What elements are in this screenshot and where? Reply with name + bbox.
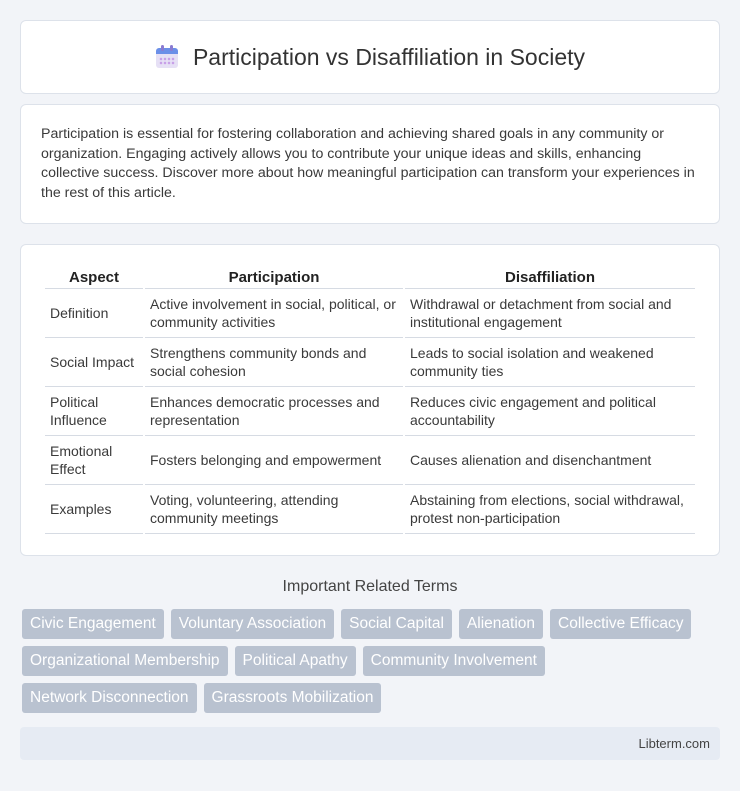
- table-row: [45, 485, 695, 534]
- related-terms-title: Important Related Terms: [282, 578, 458, 595]
- footer: [20, 727, 720, 760]
- cell-participation: Voting, volunteering, attending community meetings: [145, 485, 403, 534]
- header-aspect: Aspect: [45, 265, 143, 289]
- tag-network-disconnection[interactable]: Network Disconnection: [22, 683, 197, 713]
- tag-organizational-membership[interactable]: Organizational Membership: [22, 646, 228, 676]
- cell-aspect: Definition: [45, 289, 143, 338]
- table-row: [45, 289, 695, 338]
- cell-disaffiliation: Leads to social isolation and weakened community ties: [405, 338, 695, 387]
- comparison-table: [43, 265, 697, 534]
- cell-participation: Strengthens community bonds and social cohesion: [145, 338, 403, 387]
- calendar-icon: [155, 45, 179, 69]
- comparison-table-card: [20, 244, 720, 556]
- intro-text: Participation is essential for fostering collaboration and achieving shared goals in any community or organization. Engaging actively allows you to contribute your unique ideas and skills, enhancing collective success. Discover more about how meaningful participation can transform your experiences in the rest of this article.: [41, 126, 695, 201]
- cell-aspect: Political Influence: [45, 387, 143, 436]
- table-row: [45, 436, 695, 485]
- cell-participation: Active involvement in social, political, or community activities: [145, 289, 403, 338]
- cell-disaffiliation: Withdrawal or detachment from social and institutional engagement: [405, 289, 695, 338]
- tag-political-apathy[interactable]: Political Apathy: [235, 646, 356, 676]
- header-card: [20, 20, 720, 94]
- tag-voluntary-association[interactable]: Voluntary Association: [171, 609, 334, 639]
- cell-disaffiliation: Abstaining from elections, social withdrawal, protest non-participation: [405, 485, 695, 534]
- footer-site-link[interactable]: Libterm.com: [638, 736, 710, 751]
- tag-alienation[interactable]: Alienation: [459, 609, 543, 639]
- related-terms-list: [22, 609, 722, 720]
- tag-collective-efficacy[interactable]: Collective Efficacy: [550, 609, 691, 639]
- cell-aspect: Examples: [45, 485, 143, 534]
- cell-participation: Fosters belonging and empowerment: [145, 436, 403, 485]
- tag-social-capital[interactable]: Social Capital: [341, 609, 452, 639]
- header-participation: Participation: [145, 265, 403, 289]
- tag-community-involvement[interactable]: Community Involvement: [363, 646, 545, 676]
- cell-participation: Enhances democratic processes and representation: [145, 387, 403, 436]
- cell-aspect: Social Impact: [45, 338, 143, 387]
- page-title: Participation vs Disaffiliation in Society: [192, 43, 586, 70]
- header-disaffiliation: Disaffiliation: [405, 265, 695, 289]
- intro-card: [20, 104, 720, 224]
- cell-aspect: Emotional Effect: [45, 436, 143, 485]
- table-row: [45, 338, 695, 387]
- cell-disaffiliation: Reduces civic engagement and political accountability: [405, 387, 695, 436]
- table-header-row: [45, 265, 695, 289]
- tag-civic-engagement[interactable]: Civic Engagement: [22, 609, 164, 639]
- table-row: [45, 387, 695, 436]
- cell-disaffiliation: Causes alienation and disenchantment: [405, 436, 695, 485]
- tag-grassroots-mobilization[interactable]: Grassroots Mobilization: [204, 683, 382, 713]
